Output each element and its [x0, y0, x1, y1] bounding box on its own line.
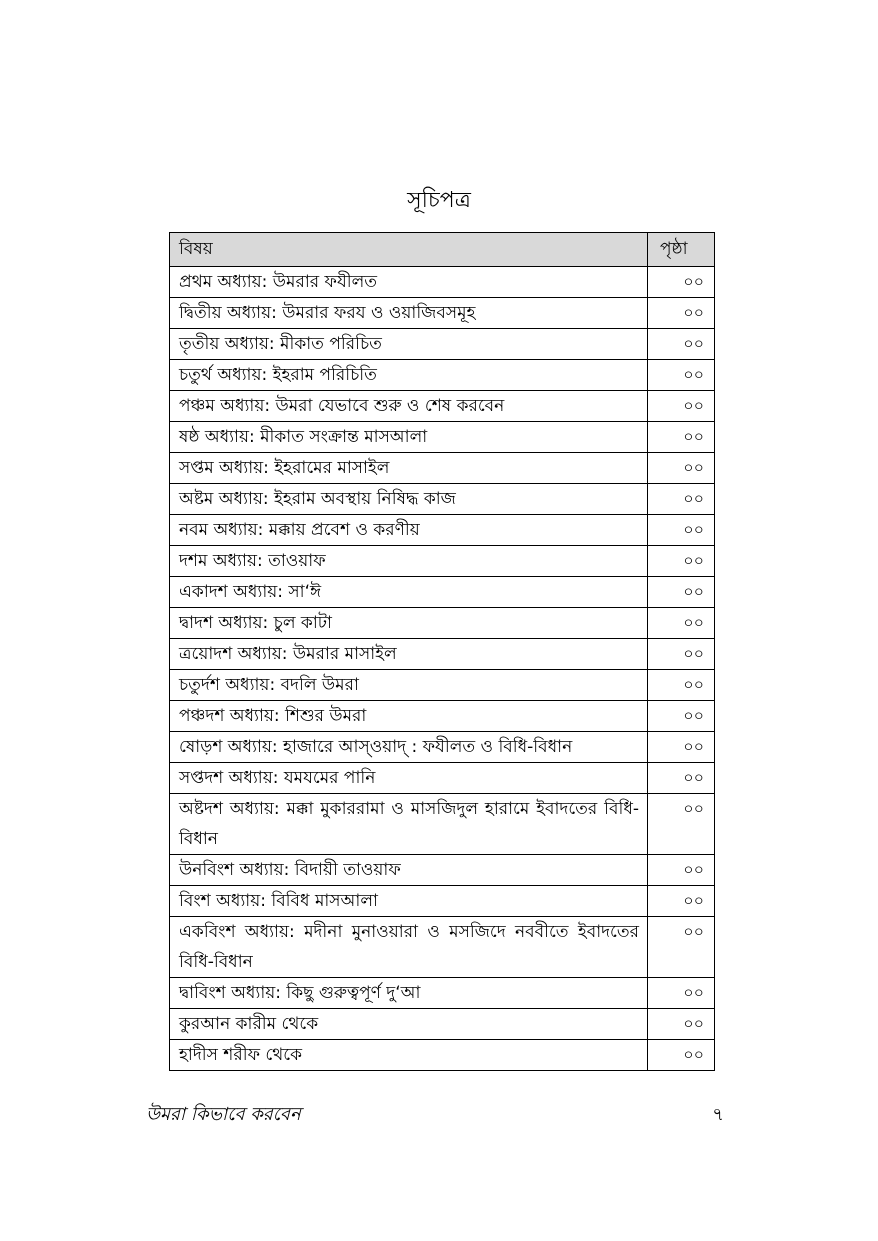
toc-topic: দ্বাবিংশ অধ্যায়: কিছু গুরুত্বপূর্ণ দু‘আ: [170, 978, 648, 1009]
page-title: সূচিপত্র: [407, 188, 471, 213]
table-header-row: [170, 233, 715, 267]
table-row: [170, 1040, 715, 1071]
toc-page-number: ০০: [648, 978, 715, 1009]
table-row: [170, 453, 715, 484]
table-row: [170, 515, 715, 546]
footer-book-title: উমরা কিভাবে করবেন: [146, 1104, 301, 1125]
toc-page-number: ০০: [648, 763, 715, 794]
toc-page-number: ০০: [648, 855, 715, 886]
table-row: [170, 1009, 715, 1040]
toc-topic: পঞ্চম অধ্যায়: উমরা যেভাবে শুরু ও শেষ করবেন: [170, 391, 648, 422]
toc-topic: নবম অধ্যায়: মক্কায় প্রবেশ ও করণীয়: [170, 515, 648, 546]
table-row: [170, 391, 715, 422]
toc-page-number: ০০: [648, 267, 715, 298]
table-row: [170, 670, 715, 701]
toc-topic: অষ্টম অধ্যায়: ইহরাম অবস্থায় নিষিদ্ধ কাজ: [170, 484, 648, 515]
table-row: [170, 917, 715, 978]
toc-page-number: ০০: [648, 608, 715, 639]
table-row: [170, 732, 715, 763]
toc-page-number: ০০: [648, 329, 715, 360]
table-row: [170, 794, 715, 855]
toc-topic: সপ্তদশ অধ্যায়: যমযমের পানি: [170, 763, 648, 794]
toc-topic: অষ্টদশ অধ্যায়: মক্কা মুকাররামা ও মাসজিদুল হারামে ইবাদতের বিধি-বিধান: [170, 794, 648, 855]
toc-topic: ত্রয়োদশ অধ্যায়: উমরার মাসাইল: [170, 639, 648, 670]
toc-topic: কুরআন কারীম থেকে: [170, 1009, 648, 1040]
table-row: [170, 886, 715, 917]
toc-topic: একাদশ অধ্যায়: সা‘ঈ: [170, 577, 648, 608]
toc-page-number: ০০: [648, 515, 715, 546]
toc-topic: পঞ্চদশ অধ্যায়: শিশুর উমরা: [170, 701, 648, 732]
toc-topic: দ্বাদশ অধ্যায়: চুল কাটা: [170, 608, 648, 639]
toc-page-number: ০০: [648, 391, 715, 422]
table-row: [170, 701, 715, 732]
table-row: [170, 978, 715, 1009]
header-topic: বিষয়: [170, 233, 648, 267]
toc-topic: সপ্তম অধ্যায়: ইহরামের মাসাইল: [170, 453, 648, 484]
toc-page-number: ০০: [648, 298, 715, 329]
toc-page-number: ০০: [648, 917, 715, 978]
toc-page-number: ০০: [648, 886, 715, 917]
toc-topic: ষোড়শ অধ্যায়: হাজারে আস্ওয়াদ্ : ফযীলত ও বিধি-বিধান: [170, 732, 648, 763]
table-row: [170, 267, 715, 298]
toc-page-number: ০০: [648, 577, 715, 608]
table-row: [170, 608, 715, 639]
table-row: [170, 577, 715, 608]
toc-topic: চতুর্থ অধ্যায়: ইহরাম পরিচিতি: [170, 360, 648, 391]
toc-page-number: ০০: [648, 546, 715, 577]
toc-page-number: ০০: [648, 732, 715, 763]
table-row: [170, 360, 715, 391]
toc-page-number: ০০: [648, 422, 715, 453]
toc-topic: দশম অধ্যায়: তাওয়াফ: [170, 546, 648, 577]
toc-page-number: ০০: [648, 484, 715, 515]
table-row: [170, 639, 715, 670]
toc-page-number: ০০: [648, 670, 715, 701]
toc-page-number: ০০: [648, 701, 715, 732]
table-row: [170, 329, 715, 360]
toc-topic: উনবিংশ অধ্যায়: বিদায়ী তাওয়াফ: [170, 855, 648, 886]
toc-topic: একবিংশ অধ্যায়: মদীনা মুনাওয়ারা ও মসজিদে নববীতে ইবাদতের বিধি-বিধান: [170, 917, 648, 978]
toc-page-number: ০০: [648, 1009, 715, 1040]
toc-topic: দ্বিতীয় অধ্যায়: উমরার ফরয ও ওয়াজিবসমূহ: [170, 298, 648, 329]
table-row: [170, 546, 715, 577]
toc-page-number: ০০: [648, 453, 715, 484]
table-body: [170, 267, 715, 1071]
toc-page-number: ০০: [648, 639, 715, 670]
toc-page-number: ০০: [648, 360, 715, 391]
toc-topic: ষষ্ঠ অধ্যায়: মীকাত সংক্রান্ত মাসআলা: [170, 422, 648, 453]
toc-page-number: ০০: [648, 794, 715, 855]
table-row: [170, 855, 715, 886]
table-of-contents: [169, 232, 715, 1071]
toc-topic: বিংশ অধ্যায়: বিবিধ মাসআলা: [170, 886, 648, 917]
toc-topic: প্রথম অধ্যায়: উমরার ফযীলত: [170, 267, 648, 298]
table-row: [170, 484, 715, 515]
toc-topic: তৃতীয় অধ্যায়: মীকাত পরিচিত: [170, 329, 648, 360]
toc-topic: চতুর্দশ অধ্যায়: বদলি উমরা: [170, 670, 648, 701]
table-row: [170, 763, 715, 794]
toc-page-number: ০০: [648, 1040, 715, 1071]
table-row: [170, 298, 715, 329]
toc-topic: হাদীস শরীফ থেকে: [170, 1040, 648, 1071]
header-page: পৃষ্ঠা: [648, 233, 715, 267]
footer-page-number: ৭: [712, 1104, 724, 1125]
table-row: [170, 422, 715, 453]
